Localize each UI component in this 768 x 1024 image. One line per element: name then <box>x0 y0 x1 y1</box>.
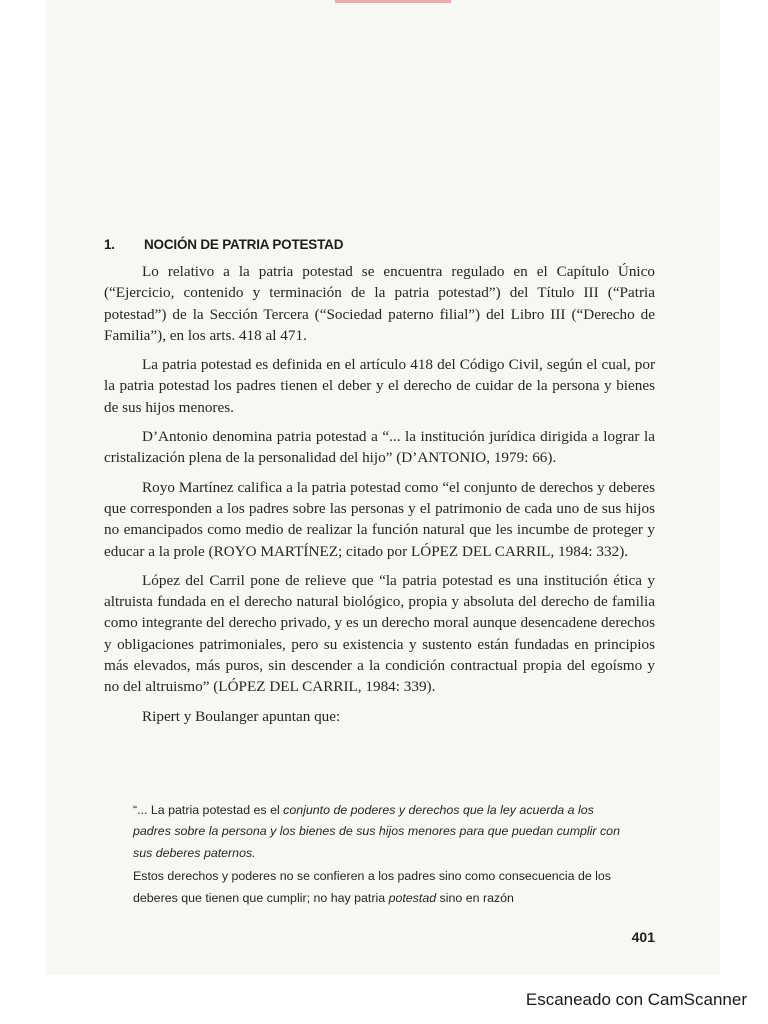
page-number: 401 <box>631 929 655 945</box>
body-text <box>104 261 655 735</box>
quote-paragraph <box>133 866 627 909</box>
quote-italic-text: potestad <box>388 890 437 905</box>
paragraph: Lo relativo a la patria potestad se encuentra regulado en el Capítulo Único (“Ejercicio, contenido y terminación de la patria potestad”) del Título III (“Patria potestad”) de la Sección Tercera (“Sociedad paterno filial”) del Libro III (“Derecho de Familia”), en los arts. 418 al 471. <box>104 263 655 344</box>
paragraph: La patria potestad es definida en el artículo 418 del Código Civil, según el cual, por la patria potestad los padres tienen el deber y el derecho de cuidar de la persona y bienes de sus hijos menores. <box>104 356 655 416</box>
paragraph: López del Carril pone de relieve que “la patria potestad es una institución ética y altruista fundada en el derecho natural biológico, propia y absoluta del derecho de familia como integrante del derecho privado, y es un derecho moral aunque desencadene derechos y obligaciones patrimoniales, pero su existencia y sustento están fundadas en principios más elevados, más puros, sin descender a la condición contractual propia del egoísmo y no del altruismo” (LÓPEZ DEL CARRIL, 1984: 339). <box>104 571 655 696</box>
quote-text: “... La patria potestad es el <box>133 803 284 817</box>
section-number: 1. <box>104 237 115 252</box>
block-quote <box>133 800 627 911</box>
quote-text: Estos derechos y poderes no se confieren a los padres sino como consecuencia de los deberes que tienen que cumplir; no hay patria <box>133 869 612 905</box>
section-title: NOCIÓN DE PATRIA POTESTAD <box>144 237 344 252</box>
quote-text: sino en razón <box>436 890 514 905</box>
quote-paragraph <box>133 800 627 864</box>
top-edge-mark <box>335 0 451 3</box>
paragraph: Ripert y Boulanger apuntan que: <box>142 707 341 725</box>
paragraph: Royo Martínez califica a la patria potestad como “el conjunto de derechos y deberes que corresponden a los padres sobre las personas y el patrimonio de cada uno de sus hijos no emancipados como medio de realizar la función natural que les incumbe de proteger y educar a la prole (ROYO MARTÍNEZ; citado por LÓPEZ DEL CARRIL, 1984: 332). <box>104 478 655 560</box>
section-heading <box>104 237 664 252</box>
paragraph: D’Antonio denomina patria potestad a “... la institución jurídica dirigida a lograr la cristalización plena de la personalidad del hijo” (D’ANTONIO, 1979: 66). <box>104 428 655 467</box>
quote-italic-text: conjunto de poderes y derechos que la ley acuerda a los padres sobre la persona y los bienes de sus hijos menores para que puedan cumplir con sus deberes paternos. <box>133 803 620 860</box>
scanner-watermark: Escaneado con CamScanner <box>525 990 747 1009</box>
